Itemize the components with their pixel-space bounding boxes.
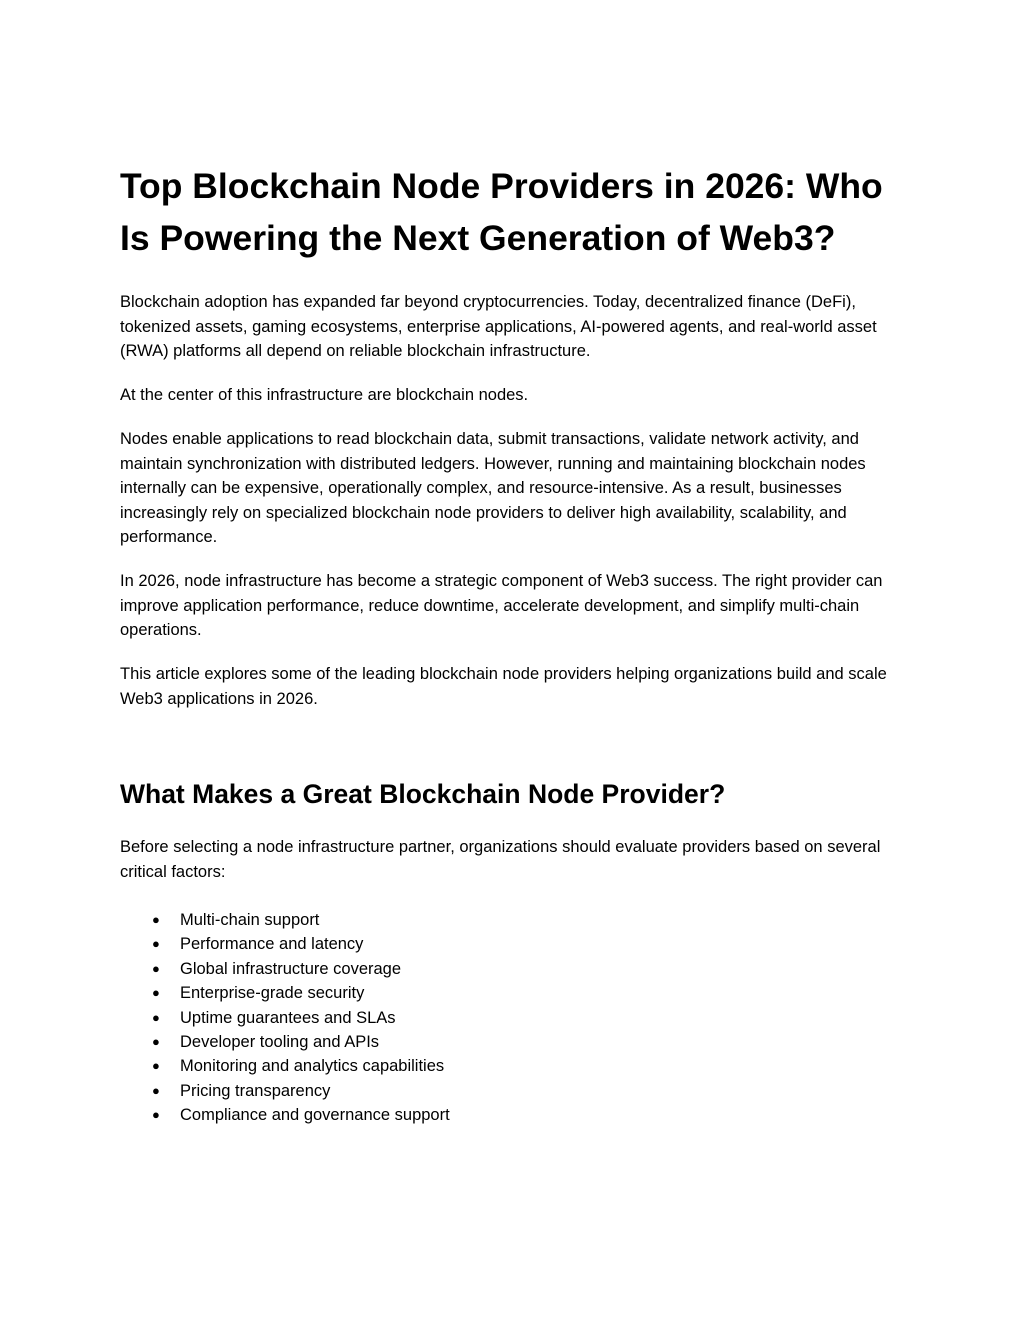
paragraph-article-scope: This article explores some of the leading blockchain node providers helping organizations build and scale Web3 applications in 2026.: [120, 665, 887, 708]
list-item-label: Multi-chain support: [180, 911, 320, 929]
section-heading: What Makes a Great Blockchain Node Provider?: [120, 779, 726, 809]
section-intro: Before selecting a node infrastructure partner, organizations should evaluate providers based on several critical factors:: [120, 838, 881, 881]
document-page: [120, 160, 900, 1128]
list-item: [120, 1006, 900, 1030]
list-item: [120, 1030, 900, 1054]
list-item-label: Monitoring and analytics capabilities: [180, 1057, 445, 1076]
list-item: [120, 1054, 900, 1078]
list-item-label: Compliance and governance support: [180, 1106, 450, 1125]
article-title: Top Blockchain Node Providers in 2026: Who Is Powering the Next Generation of Web3?: [120, 166, 883, 258]
paragraph-strategic: In 2026, node infrastructure has become a strategic component of Web3 success. The right provider can improve application performance, reduce downtime, accelerate development, and simplify multi-chain operations.: [120, 572, 883, 639]
bullet-icon: ●: [152, 1058, 160, 1074]
list-item-label: Global infrastructure coverage: [180, 959, 402, 978]
bullet-icon: ●: [152, 1034, 160, 1050]
bullet-icon: ●: [152, 960, 160, 976]
list-item: [120, 1103, 900, 1127]
factors-list: [120, 908, 900, 1128]
list-item: [120, 908, 900, 932]
list-item-label: Enterprise-grade security: [180, 984, 365, 1003]
bullet-icon: ●: [152, 1082, 160, 1098]
list-item: [120, 957, 900, 981]
list-item: [120, 932, 900, 956]
bullet-icon: ●: [152, 1107, 160, 1123]
paragraph-nodes-role: Nodes enable applications to read blockchain data, submit transactions, validate network activity, and maintain synchronization with distributed ledgers. However, running and maintaining blockchain nodes internally can be expensive, operationally complex, and resource-intensive. As a result, businesses increasingly rely on specialized blockchain node providers to deliver high availability, scalability, and performance.: [120, 430, 866, 546]
list-item: [120, 1079, 900, 1103]
list-item-label: Performance and latency: [180, 935, 364, 954]
list-item-label: Pricing transparency: [180, 1081, 331, 1100]
bullet-icon: ●: [152, 985, 160, 1001]
bullet-icon: ●: [152, 912, 160, 927]
list-item: [120, 981, 900, 1005]
bullet-icon: ●: [152, 1009, 160, 1025]
paragraph-nodes-center: At the center of this infrastructure are blockchain nodes.: [120, 386, 529, 404]
list-item-label: Uptime guarantees and SLAs: [180, 1008, 396, 1027]
paragraph-intro: Blockchain adoption has expanded far beyond cryptocurrencies. Today, decentralized finance (DeFi), tokenized assets, gaming ecosystems, enterprise applications, AI-powered agents, and real-world asset (RWA) platforms all depend on reliable blockchain infrastructure.: [120, 293, 877, 360]
bullet-icon: ●: [152, 936, 160, 952]
list-item-label: Developer tooling and APIs: [180, 1033, 380, 1052]
